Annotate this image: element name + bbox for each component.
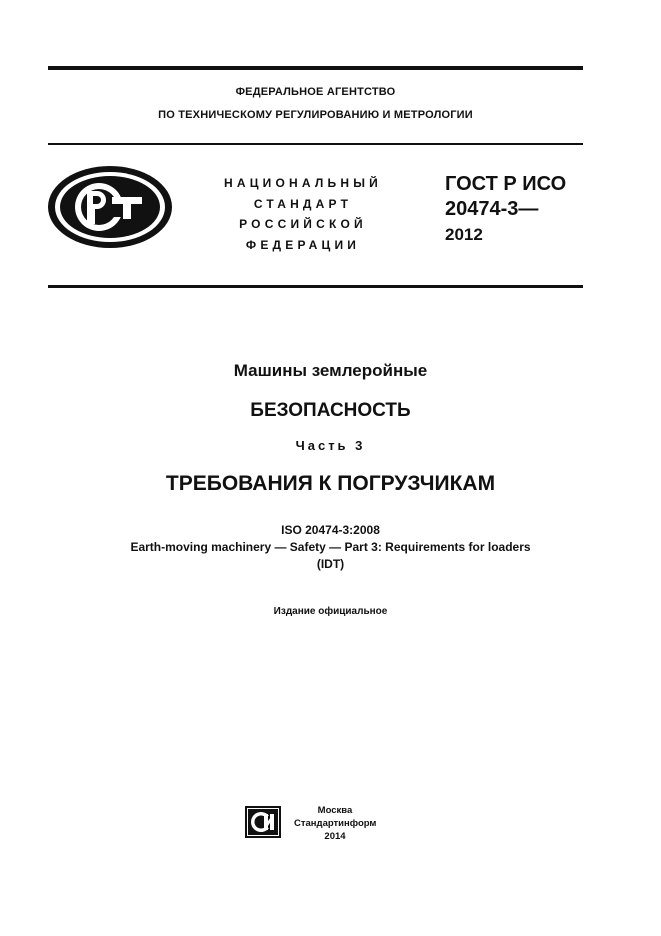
national-standard-label: [203, 173, 403, 255]
part-label: Часть 3: [295, 438, 366, 453]
standartinform-logo-icon: [245, 806, 281, 838]
gost-year: 2012: [445, 225, 483, 244]
publisher-city: Москва: [317, 805, 353, 816]
rst-logo-icon: [46, 164, 174, 250]
national-line-4: ФЕДЕРАЦИИ: [245, 237, 361, 252]
national-line-2: СТАНДАРТ: [253, 196, 353, 211]
national-line-1: НАЦИОНАЛЬНЫЙ: [223, 176, 383, 190]
edition-label: Издание официальное: [273, 606, 388, 617]
top-rule: [48, 66, 583, 70]
gost-line-2: 20474-3—: [445, 198, 539, 220]
requirements-title: ТРЕБОВАНИЯ К ПОГРУЗЧИКАМ: [165, 472, 496, 495]
gost-line-1: ГОСТ Р ИСО: [445, 173, 567, 195]
agency-line-2: ПО ТЕХНИЧЕСКОМУ РЕГУЛИРОВАНИЮ И МЕТРОЛОГИИ: [158, 109, 473, 121]
national-line-3: РОССИЙСКОЙ: [239, 217, 367, 231]
gost-designation: [445, 172, 566, 247]
middle-rule: [48, 143, 583, 145]
publisher-block: [294, 804, 376, 843]
iso-code: ISO 20474-3:2008: [281, 523, 380, 537]
iso-reference: [0, 522, 661, 573]
iso-english-title: Earth-moving machinery — Safety — Part 3: Requirements for loaders: [130, 540, 531, 554]
publisher-year: 2014: [324, 831, 346, 842]
subject-title: Машины землеройные: [233, 361, 428, 380]
publisher-name: Стандартинформ: [294, 818, 377, 829]
agency-line-1: ФЕДЕРАЛЬНОЕ АГЕНТСТВО: [235, 86, 396, 98]
bottom-rule: [48, 285, 583, 288]
safety-title: БЕЗОПАСНОСТЬ: [250, 400, 411, 421]
iso-idt: (IDT): [316, 557, 345, 571]
